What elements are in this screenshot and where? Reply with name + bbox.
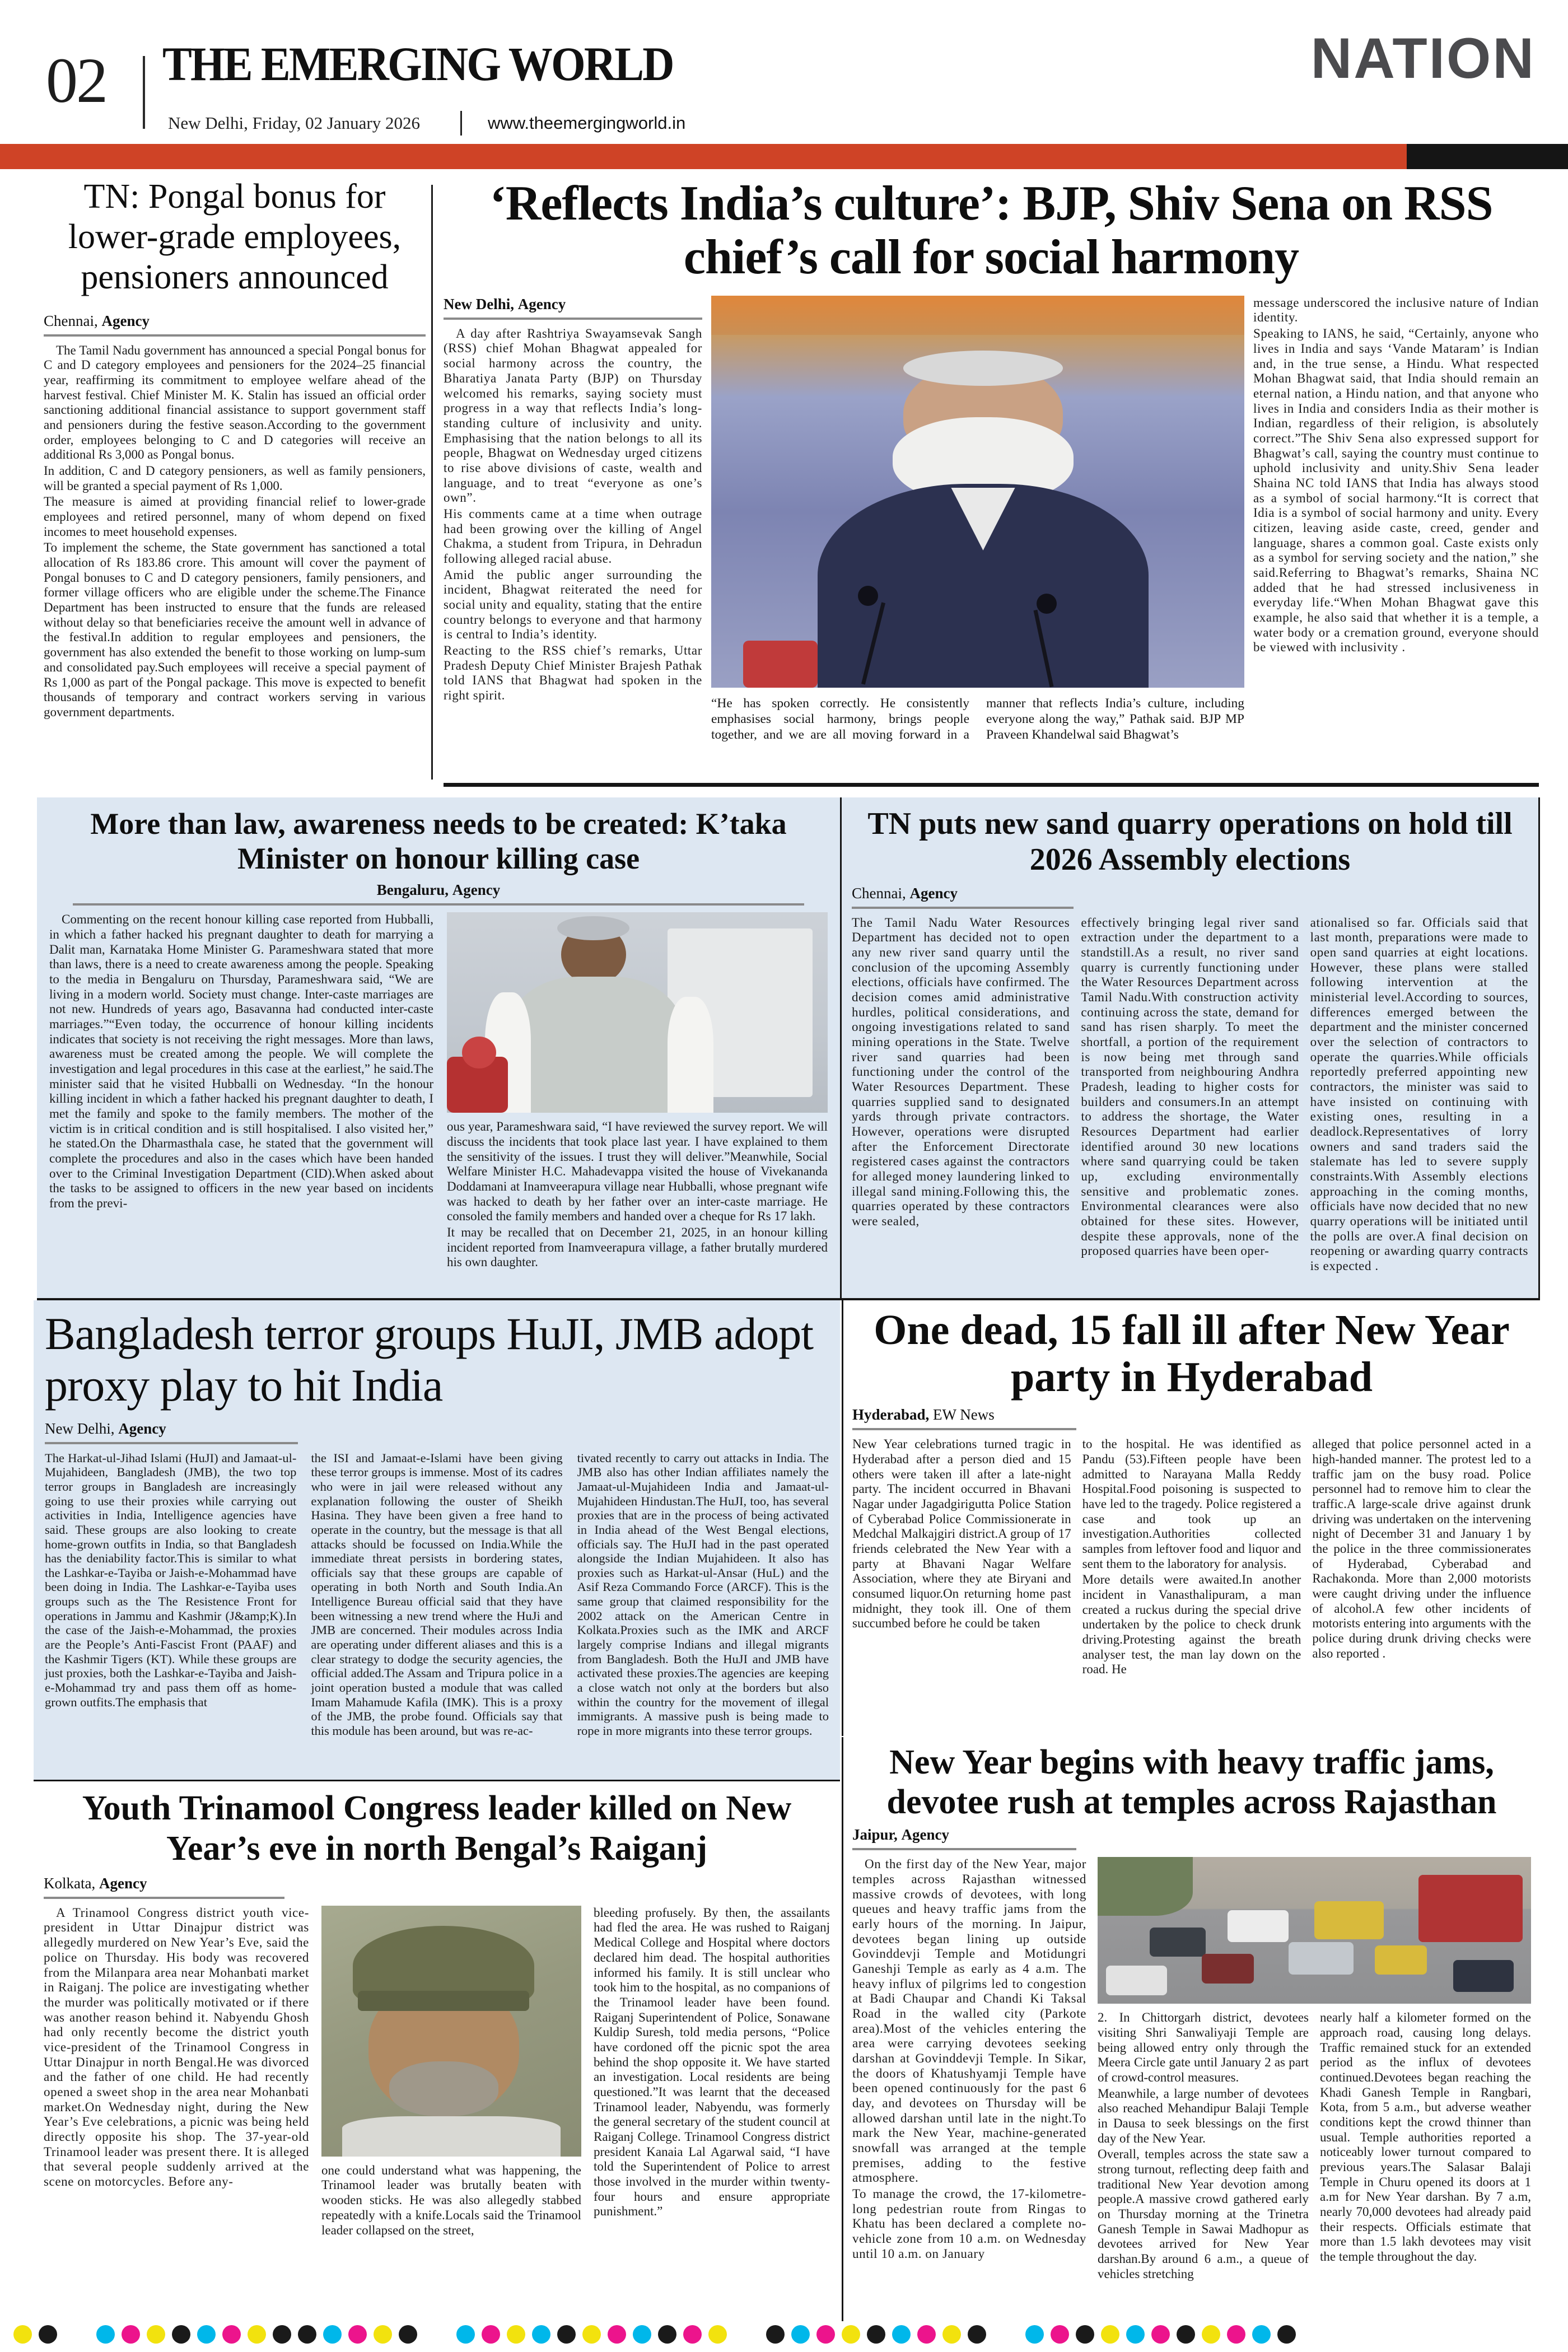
byline-agency: Agency xyxy=(517,295,566,312)
registration-dot xyxy=(1025,2325,1044,2344)
dark-car xyxy=(1150,1928,1206,1957)
subline-divider xyxy=(460,111,462,136)
byline xyxy=(45,1420,829,1444)
paragraph: The Tamil Nadu Water Resources Department has decided not to open any new river sand quarry until the conclusion of the upcoming Assembly elections, officials have confirmed. The decision comes amid administrative hurdles, political considerations, and ongoing investigations related to sand mining operations in the State. Twelve river sand quarries had been functioning under the control of the Water Resources Department. These quarries supplied sand to designated yards through private contractors. However, operations were disrupted after the Enforcement Directorate registered cases against the contractors for alleged money laundering linked to illegal sand mining.Following this, the quarries operated by these contractors were sealed, xyxy=(852,915,1070,1229)
registration-dot xyxy=(39,2325,57,2344)
dark-van xyxy=(1453,1960,1514,1992)
registration-dot xyxy=(942,2325,961,2344)
registration-dot xyxy=(582,2325,601,2344)
paragraph: Reacting to the RSS chief’s remarks, Uttar Pradesh Deputy Chief Minister Brajesh Pathak told IANS that Bhagwat had spoken in the right spirit. xyxy=(444,643,702,702)
byline xyxy=(852,885,1528,909)
byline xyxy=(444,296,702,320)
paragraph: one could understand what was happening, the Trinamool leader was brutally beaten with wooden sticks. He was also allegedly stabbed repeatedly with a knife.Locals said the Trinamool leader collapsed on the street, xyxy=(321,2163,581,2237)
registration-dot xyxy=(633,2325,651,2344)
registration-dot xyxy=(842,2325,860,2344)
masthead-red-bar xyxy=(0,144,1407,169)
article-trinamool-leader xyxy=(34,1782,840,2320)
registration-dot xyxy=(1101,2325,1119,2344)
article-column-1 xyxy=(852,916,1070,1275)
registration-dot xyxy=(1051,2325,1069,2344)
paragraph: A Trinamool Congress district youth vice-president in Uttar Dinajpur district was allegedly murdered on New Year’s Eve, said the police on Thursday. His body was recovered from the Milanpara area near Mohanbati market in Raiganj. The police are investigating whether the murder was politically motivated or if there was another reason behind it. Nabyendu Ghosh had only recently become the district youth vice-president of the Trinamool Congress in Uttar Dinajpur in north Bengal.He was divorced and the father of one child. He had recently opened a sweet shop in the area near Mohanbati market.On Wednesday night, during the New Year’s Eve celebrations, a picnic was being held directly opposite his shop. The 37-year-old Trinamool leader was present there. It is alleged that several people suddenly arrived at the scene on motorcycles. Before any- xyxy=(44,1905,309,2188)
registration-dot xyxy=(1202,2325,1220,2344)
byline xyxy=(44,312,426,337)
paragraph: His comments came at a time when outrage had been growing over the killing of Angel Chakma, a student from Tripura, in Dehradun following alleged racial abuse. xyxy=(444,506,702,566)
registration-dot xyxy=(147,2325,165,2344)
article-photo-block xyxy=(447,912,828,1271)
paragraph: New Year celebrations turned tragic in Hyderabad after a person died and 15 others were taken ill after a late-night party. The incident occurred in Bhavani Nagar under Jagadgirigutta Police Station of Cyberabad Police Commissionerate in Medchal Malkajgiri district.A group of 17 friends celebrated the New Year with a party at Bhavani Nagar Welfare Association, where they ate Biryani and consumed liquor.On returning home past midnight, they took ill. One of them succumbed before he could be taken xyxy=(852,1437,1071,1631)
traffic-jam-photo xyxy=(1098,1857,1531,2004)
registration-dot xyxy=(248,2325,266,2344)
paragraph: 2. In Chittorgarh district, devotees visiting Shri Sanwaliyaji Temple are being allowed entry only through the Meera Circle gate until January 2 as part of crowd-control measures. xyxy=(1098,2010,1309,2085)
registration-dot xyxy=(374,2325,392,2344)
article-photo-block xyxy=(711,296,1244,743)
byline-rule xyxy=(44,1897,284,1899)
section-rule xyxy=(34,1780,840,1781)
microphone xyxy=(1037,594,1057,614)
byline-rule xyxy=(852,1428,1076,1430)
byline-agency: Agency xyxy=(901,1826,950,1844)
byline-rule xyxy=(852,1848,1076,1850)
yellow-auto xyxy=(1375,1945,1427,1975)
registration-dot xyxy=(557,2325,576,2344)
byline-rule xyxy=(45,1442,298,1444)
article-pongal-bonus xyxy=(44,177,426,781)
paragraph: The Tamil Nadu government has announced a special Pongal bonus for C and D category employees and pensioners for the 2024–25 financial year, reaffirming its commitment to employee welfare ahead of the harvest festival. Chief Minister M. K. Stalin has issued an official order sanctioning additional financial assistance to support government staff and pensioners during the festive season.According to the government order, employees belonging to C and D categories will receive an additional Rs 3,000 as Pongal bonus. xyxy=(44,343,426,462)
article-rajasthan-temples xyxy=(842,1737,1540,2321)
registration-dot xyxy=(1177,2325,1195,2344)
rss-speech-photo xyxy=(711,296,1244,688)
grey-stubble xyxy=(389,2061,498,2117)
registration-dot xyxy=(791,2325,810,2344)
paragraph: In addition, C and D category pensioners, as well as family pensioners, will be granted a special payment of Rs 1,000. xyxy=(44,464,426,493)
article-headline: TN puts new sand quarry operations on hold till 2026 Assembly elections xyxy=(867,806,1513,877)
paragraph: message underscored the inclusive nature of Indian identity. xyxy=(1253,295,1539,325)
masthead-black-bar xyxy=(1407,144,1568,169)
registration-dot xyxy=(482,2325,500,2344)
byline xyxy=(852,1826,1531,1850)
registration-dot xyxy=(96,2325,115,2344)
registration-dot xyxy=(708,2325,727,2344)
paragraph: Overall, temples across the state saw a strong turnout, reflecting deep faith and traditional New Year devotion among people.A massive crowd gathered early on Thursday morning at the Trinetra Ganesh Temple in Sawai Madhopur as devotees arrived for New Year darshan.By around 6 a.m., a queue of vehicles stretching xyxy=(1098,2147,1309,2281)
byline-location: Jaipur, xyxy=(852,1826,898,1844)
red-bus xyxy=(1418,1875,1523,1943)
byline-location: Chennai, xyxy=(44,312,98,329)
byline-rule xyxy=(852,907,1074,909)
article-column-2 xyxy=(311,1451,562,1739)
article-hyderabad-party xyxy=(842,1300,1540,1736)
article-bangladesh-terror xyxy=(34,1300,840,1780)
byline-location: New Delhi, xyxy=(45,1420,115,1437)
paragraph: The measure is aimed at providing financial relief to lower-grade employees and retired personnel, many of whom depend on fixed incomes to meet household expenses. xyxy=(44,494,426,539)
article-column-3 xyxy=(1310,916,1528,1275)
registration-dot xyxy=(1151,2325,1170,2344)
page-number: 02 xyxy=(46,45,106,116)
paragraph: Amid the public anger surrounding the incident, Bhagwat reiterated the need for social unity and equality, stating that the entire country belongs to everyone and that harmony is central to India’s identity. xyxy=(444,567,702,642)
registration-dot xyxy=(917,2325,936,2344)
registration-dot xyxy=(968,2325,986,2344)
edition-date: New Delhi, Friday, 02 January 2026 xyxy=(168,113,420,133)
paragraph: bleeding profusely. By then, the assailants had fled the area. He was rushed to Raiganj Medical College and Hospital where doctors declared him dead. The hospital authorities informed his family. It is still unclear who took him to the hospital, as no companions of the Trinamool leader have been found. Raiganj Superintendent of Police, Sonawane Kuldip Suresh, told media persons, “Police have cordoned off the picnic spot the area behind the shop opposite it. We have started an investigation. Local residents are being questioned.”It was learnt that the deceased Trinamool leader, Nabyendu, was formerly the general secretary of the student council at Raiganj College. Trinamool Congress district president Kanaia Lal Agarwal said, “I have told the Superintendent of Police to arrest those involved in the murder within twenty-four hours and ensure appropriate punishment.” xyxy=(594,1905,830,2219)
article-column-3 xyxy=(1253,296,1539,743)
paragraph: ationalised so far. Officials said that last month, preparations were made to open sand quarries at eight locations. However, these plans were stalled following intervention at the ministerial level.According to sources, differences emerged between the department and the minister concerned over the selection of contractors to operate the quarries.While officials reportedly preferred appointing new contractors, the minister was said to have insisted on continuing with existing ones, resulting in a deadlock.Representatives of lorry owners and sand traders said the stalemate has led to severe supply constraints.With Assembly elections approaching in the coming months, officials have now decided that no new quarry operations will be initiated until the polls are over.A final decision on reopening or awarding quarry contracts is expected . xyxy=(1310,915,1528,1273)
section-label: NATION xyxy=(1310,26,1536,90)
article-column-2 xyxy=(321,2163,581,2238)
print-marks xyxy=(13,2323,1555,2345)
registration-dot xyxy=(1252,2325,1271,2344)
registration-dot xyxy=(892,2325,911,2344)
speaker-hair xyxy=(903,351,1063,386)
registration-dot xyxy=(1277,2325,1296,2344)
cap-brim xyxy=(358,1991,529,2011)
article-column-3 xyxy=(1312,1437,1531,1678)
article-headline: Bangladesh terror groups HuJI, JMB adopt proxy play to hit India xyxy=(45,1308,814,1411)
flower-garland xyxy=(743,641,818,688)
article-photo-block xyxy=(321,1906,581,2239)
paragraph: The Harkat-ul-Jihad Islami (HuJI) and Jamaat-ul-Mujahideen, Bangladesh (JMB), the two top terror groups in Bangladesh are increasingly going to use their proxies while carrying out activities in India, Intelligence agencies have said. These groups are also looking to create home-grown outfits in India, so that Bangladesh has the deniability factor.This is similar to what the Lashkar-e-Tayiba or Jaish-e-Mohammad have been doing in India. The Lashkar-e-Tayiba uses groups such as the The Resistence Front for operations in Jammu and Kashmir (J&amp;K).In the case of the Jaish-e-Mohammad, the proxies are the People’s Anti-Fascist Front (PAAF) and the Kashmir Tigers (KT). While these groups are just proxies, both the Lashkar-e-Tayiba and Jaish-e-Mohammad try and pass them off as home-grown outfits.The emphasis that xyxy=(45,1450,297,1709)
byline-agency: Agency xyxy=(101,312,150,329)
byline xyxy=(852,1406,1531,1430)
website-url: www.theemergingworld.in xyxy=(487,113,686,133)
byline-location: New Delhi, xyxy=(444,295,514,312)
article-column-2 xyxy=(447,1119,828,1270)
newspaper-title: THE EMERGING WORLD xyxy=(162,37,673,91)
article-column-2 xyxy=(1081,916,1299,1275)
paragraph: to the hospital. He was identified as Pandu (53).Fifteen people have been admitted to Narayana Malla Reddy Hospital.Food poisoning is suspected to have led to the tragedy. Police registered a case and took up an investigation.Authorities collected samples from leftover food and liquor and sent them to the laboratory for analysis. xyxy=(1082,1437,1301,1571)
registration-dot xyxy=(1076,2325,1094,2344)
section-rule xyxy=(444,783,1539,787)
paragraph: Meanwhile, a large number of devotees also reached Mehandipur Balaji Temple in Dausa to seek blessings on the first day of the New Year. xyxy=(1098,2086,1309,2145)
article-column-1 xyxy=(49,912,433,1271)
byline-agency: EW News xyxy=(933,1406,995,1424)
paragraph: Speaking to IANS, he said, “Certainly, anyone who lives in India and says ‘Vande Mataram’ is Indian and, in the true sense, a Hindu. What respected Mohan Bhagwat said, that India should remain an eternal nation, a Hindu nation, and that anyone who lives in India and considers India as their mother is Indian, regardless of their religion, is absolutely correct.”The Shiv Sena also expressed support for Bhagwat’s call, saying the country must continue to uphold inclusivity and unity.Shiv Sena leader Shaina NC told IANS that India has always stood as a symbol of social harmony.“It is correct that Idia is a symbol of social harmony and unity. Every citizen, leaving aside caste, creed, gender and language, shares a common goal. Caste exists only as a symbol for serving society and the nation,” she said.Referring to Bhagwat’s remarks, Shaina NC added that he had stressed inclusiveness in everyday life.“When Mohan Bhagwat gave this example, he also said that whether it is a temple, a water body or a cremation ground, everyone should be viewed with inclusivity . xyxy=(1253,326,1539,655)
registration-dot xyxy=(122,2325,140,2344)
article-body-column xyxy=(444,326,702,703)
paragraph: To implement the scheme, the State government has sanctioned a total allocation of Rs 183.86 crore. This amount will cover the payment of Pongal bonuses to C and D category pensioners, family pensioners, and former village officers who are eligible under the scheme.The Finance Department has been instructed to ensure that the funds are released without delay so that beneficiaries receive the amount well in advance of the festival.In addition to regular employees and pensioners, the government has also extended the benefit to those working on lump-sum and consolidated pay.Such employees will receive a special payment of Rs 1,000 as part of the Pongal package. This move is expected to benefit thousands of temporary and contract workers serving in various government departments. xyxy=(44,540,426,719)
paragraph: tivated recently to carry out attacks in India. The JMB also has other Indian affiliates namely the Jamaat-ul-Mujahideen India and Jamaat-ul-Mujahideen Hindustan.The HuJI, too, has several proxies that are in the process of being activated in India ahead of the West Bengal elections, officials say. The HuJI had in the past operated alongside the Indian Mujahideen. It also has proxies such as Harkat-ul-Ansar (HuL) and the Asif Reza Commando Force (ARCF). This is the same group that claimed responsibility for the 2002 attack on the American Centre in Kolkata.Proxies such as the IMK and ARCF largely comprise Indians and illegal migrants from Bangladesh. Both the HuJI and JMB have activated these proxies.The agencies are keeping a close watch not only at the borders but also within the country for the movement of illegal immigrants. A massive push is being made to rope in more migrants into these terror groups. xyxy=(577,1450,829,1738)
byline-agency: Agency xyxy=(99,1874,147,1892)
maroon-car xyxy=(1202,1954,1254,1983)
registration-dot xyxy=(1126,2325,1145,2344)
byline-agency: Agency xyxy=(118,1420,166,1437)
column-rule xyxy=(431,185,433,780)
article-photo-block xyxy=(1098,1857,1531,2283)
article-column-2 xyxy=(1082,1437,1301,1678)
white-car xyxy=(1106,1966,1166,1995)
article-column-3 xyxy=(594,1906,830,2239)
registration-dot xyxy=(532,2325,550,2344)
byline-rule xyxy=(444,318,702,320)
registration-dot xyxy=(658,2325,676,2344)
registration-dot xyxy=(683,2325,702,2344)
paragraph: On the first day of the New Year, major temples across Rajasthan witnessed massive crowds of devotees, with long queues and heavy traffic jams from the early hours of the morning. In Jaipur, devotees began lining up outside Govinddevji Temple and Motidungri Ganeshji Temple as early as 4 a.m. The heavy influx of pilgrims led to congestion at Badi Chaupar and Chandi Ki Taksal Road in the walled city (Parkote area).Most of the vehicles entering the area were carrying devotees seeking darshan at Govinddevji Temple. In Sikar, the doors of Khatushyamji Temple have been opened continuously for the past 6 day, and devotees on Thursday will be allowed darshan until late in the night.To mark the New Year, machine-generated snowfall was arranged at the temple premises, adding to the festive atmosphere. xyxy=(852,1857,1086,2185)
registration-dot xyxy=(222,2325,241,2344)
registration-dot xyxy=(172,2325,190,2344)
byline xyxy=(44,1875,830,1899)
minister-photo xyxy=(447,912,828,1113)
leader-portrait-photo xyxy=(321,1906,581,2157)
microphone xyxy=(858,586,878,606)
registration-dot xyxy=(298,2325,316,2344)
article-column-1 xyxy=(852,1437,1071,1678)
article-sand-quarry xyxy=(840,797,1540,1298)
byline-agency: Agency xyxy=(452,881,501,899)
byline-location: Chennai, xyxy=(852,884,906,902)
registration-dot xyxy=(13,2325,32,2344)
paragraph: A day after Rashtriya Swayamsevak Sangh (RSS) chief Mohan Bhagwat appealed for social harmony across the country, the Bharatiya Janata Party (BJP) on Thursday welcomed his remarks, saying society must progress in a way that reflects India’s long-standing culture of inclusivity and unity. Emphasising that the nation belongs to all its people, Bhagwat on Wednesday urged citizens to rise above divisions of caste, wealth and language, and to treat “everyone as one’s own”. xyxy=(444,326,702,505)
paragraph: ous year, Parameshwara said, “I have reviewed the survey report. We will discuss the incidents that took place last year. I have explained to them the sensitivity of the issues. I trust they will deliver.”Meanwhile, Social Welfare Minister H.C. Mahadevappa visited the house of Vivekananda Doddamani at Inamveerapura village near Hubballi, whose pregnant wife was hacked to death by her father over an inter-caste marriage. He consoled the family members and handed over a cheque for Rs 17 lakh. xyxy=(447,1119,828,1224)
byline xyxy=(49,881,828,906)
registration-dot xyxy=(399,2325,417,2344)
stage-backdrop xyxy=(711,296,1244,335)
paragraph: Commenting on the recent honour killing case reported from Hubballi, in which a father hacked his pregnant daughter to death for marrying a Dalit man, Karnataka Home Minister G. Parameshwara stated that more than laws, there is a need to create awareness among the people. Speaking to the media in Bengaluru on Thursday, Parameshwara said, “We are living in a modern world. Society must change. Inter-caste marriages are not new. Hundreds of years ago, Basavanna had conducted inter-caste marriages.”“Even today, the occurrence of honour killing incidents indicates that society is not receiving the right messages. More than laws, awareness must be created among the people. We will complete the investigation and legal procedures in this case at the earliest,” he said.The minister said that he visited Hubballi on Wednesday. “In the honour killing incident in which a father hacked his pregnant daughter to death, I met the family and spoke to the family members. The mother of the victim is in critical condition and is still hospitalised. I also visited her,” he stated.On the Dharmasthala case, he stated that the government will complete the procedures and also in the cases which have been handed over to the Criminal Investigation Department (CID).When asked about the tasks to be assigned to officers in the new year based on incidents from the previ- xyxy=(49,912,433,1210)
paragraph: It may be recalled that on December 21, 2025, in an honour killing incident reported from Inamveerapura village, a father brutally murdered his own daughter. xyxy=(447,1225,828,1270)
article-headline: Youth Trinamool Congress leader killed on New Year’s eve in north Bengal’s Raiganj xyxy=(82,1789,792,1868)
registration-dot xyxy=(273,2325,291,2344)
article-column-2 xyxy=(1098,2010,1309,2283)
registration-dot xyxy=(816,2325,835,2344)
registration-dot xyxy=(1227,2325,1245,2344)
article-column-1 xyxy=(44,1906,309,2239)
minister-vest xyxy=(508,977,683,1113)
registration-dot xyxy=(323,2325,342,2344)
article-headline: More than law, awareness needs to be created: K’taka Minister on honour killing case xyxy=(90,807,787,876)
kurta-shoulder xyxy=(342,2116,561,2157)
registration-dot xyxy=(608,2325,626,2344)
article-headline: ‘Reflects India’s culture’: BJP, Shiv Sena on RSS chief’s call for social harmony xyxy=(489,177,1493,284)
article-rss-harmony xyxy=(444,177,1539,782)
registration-dot xyxy=(197,2325,216,2344)
paragraph: nearly half a kilometer formed on the approach road, causing long delays. Traffic remained stuck for an extended period as the influx of devotees continued.Devotees began reaching the Khadi Ganesh Temple in Rangbari, Kota, from 5 a.m., but adverse weather conditions kept the crowd thinner than usual. Temple authorities reported a noticeably lower turnout compared to previous years.The Salasar Balaji Temple in Churu opened its doors at 1 a.m for New Year darshan. By 7 a.m, nearly 70,000 devotees had already paid their respects. Officials estimate that more than 1.5 lakh devotees may visit the temple throughout the day. xyxy=(1320,2010,1531,2264)
byline-agency: Agency xyxy=(909,884,958,902)
article-column-1 xyxy=(852,1857,1086,2283)
masthead-divider xyxy=(143,56,145,129)
photo-caption: “He has spoken correctly. He consistently emphasises social harmony, brings people together, and we are all moving forward in a manner that reflects India’s culture, including everyone along the way,” Pathak said. BJP MP Praveen Khandelwal said Bhagwat’s xyxy=(711,696,1244,743)
article-column-3 xyxy=(577,1451,829,1739)
paragraph: effectively bringing legal river sand extraction under the department to a standstill.As a result, no river sand quarry is currently functioning under the Water Resources Department across Tamil Nadu.With construction activity continuing across the state, demand for sand has risen sharply. To meet the shortfall, a portion of the requirement is now being met through sand transported from neighbouring Andhra Pradesh, leading to higher costs for builders and consumers.In an attempt to address the shortage, the Water Resources Department had earlier identified around 30 new locations where sand quarrying could be taken up, excluding environmentally sensitive and problematic zones. Environmental clearances were also obtained for these sites. However, despite these approvals, none of the proposed quarries have been oper- xyxy=(1081,915,1299,1258)
registration-dot xyxy=(867,2325,885,2344)
article-headline: TN: Pongal bonus for lower-grade employees, pensioners announced xyxy=(68,178,402,296)
article-karnataka-honour-killing xyxy=(37,797,840,1298)
tree xyxy=(1098,1857,1193,1916)
article-headline: One dead, 15 fall ill after New Year party in Hyderabad xyxy=(874,1306,1510,1401)
article-column-1 xyxy=(45,1451,296,1739)
paragraph: To manage the crowd, the 17-kilometre-long pedestrian route from Ringas to Khatu has been declared a complete no-vehicle zone from 10 a.m. on Wednesday until 10 a.m. on January xyxy=(852,2187,1086,2261)
white-car xyxy=(1228,1910,1288,1943)
byline-rule xyxy=(44,334,426,337)
article-column-3 xyxy=(1320,2010,1531,2283)
grey-car xyxy=(1289,1942,1354,1975)
registration-dot xyxy=(507,2325,525,2344)
registration-dot xyxy=(456,2325,475,2344)
registration-dot xyxy=(348,2325,367,2344)
article-body xyxy=(44,343,426,720)
paragraph: the ISI and Jamaat-e-Islami have been giving these terror groups is immense. Most of its cadres who were in jail were released without any explanation following the ouster of Sheikh Hasina. They have been given a free hand to operate in the country, but the message is that all attacks should be focussed on India.While the immediate threat persists in bordering states, officials say that these groups are capable of operating in both North and South India.An Intelligence Bureau official said that they have been witnessing a new trend where the HuJi and JMB are concerned. Their modules across India are operating under different aliases and this is a clear strategy to dodge the security agencies, the official added.The Assam and Tripura police in a joint operation busted a module that was called Imam Mahamude Kafila (IMK). This is a proxy of the JMB, the probe found. Officials say that this module has been around, but was re-ac- xyxy=(311,1450,563,1738)
masthead-subline xyxy=(168,111,685,136)
byline-rule xyxy=(73,903,805,906)
byline-location: Hyderabad, xyxy=(852,1406,930,1424)
byline-location: Bengaluru, xyxy=(376,881,449,899)
paragraph: alleged that police personnel acted in a high-handed manner. The protest led to a traffic jam on the busy road. Police personnel had to remove him to clear the traffic.A large-scale drive against drunk driving was undertaken on the intervening night of December 31 and January 1 by the police in the three commissionerates of Hyderabad, Cyberabad and Rachakonda. More than 2,000 motorists were caught driving under the influence of alcohol.A few other incidents of motorists entering into arguments with the police during drunk driving checks were also reported . xyxy=(1312,1437,1531,1660)
paragraph: More details were awaited.In another incident in Vanasthalipuram, a man created a ruckus during the special drive undertaken by the police to check drunk driving.Protesting against the breath analyser test, the man lay down on the road. He xyxy=(1082,1572,1301,1677)
byline-location: Kolkata, xyxy=(44,1874,96,1892)
article-column-1 xyxy=(444,296,702,743)
kurta-sleeve xyxy=(668,997,713,1113)
article-headline: New Year begins with heavy traffic jams, devotee rush at temples across Rajasthan xyxy=(886,1743,1497,1821)
registration-dot xyxy=(766,2325,785,2344)
yellow-auto xyxy=(1314,1901,1384,1939)
